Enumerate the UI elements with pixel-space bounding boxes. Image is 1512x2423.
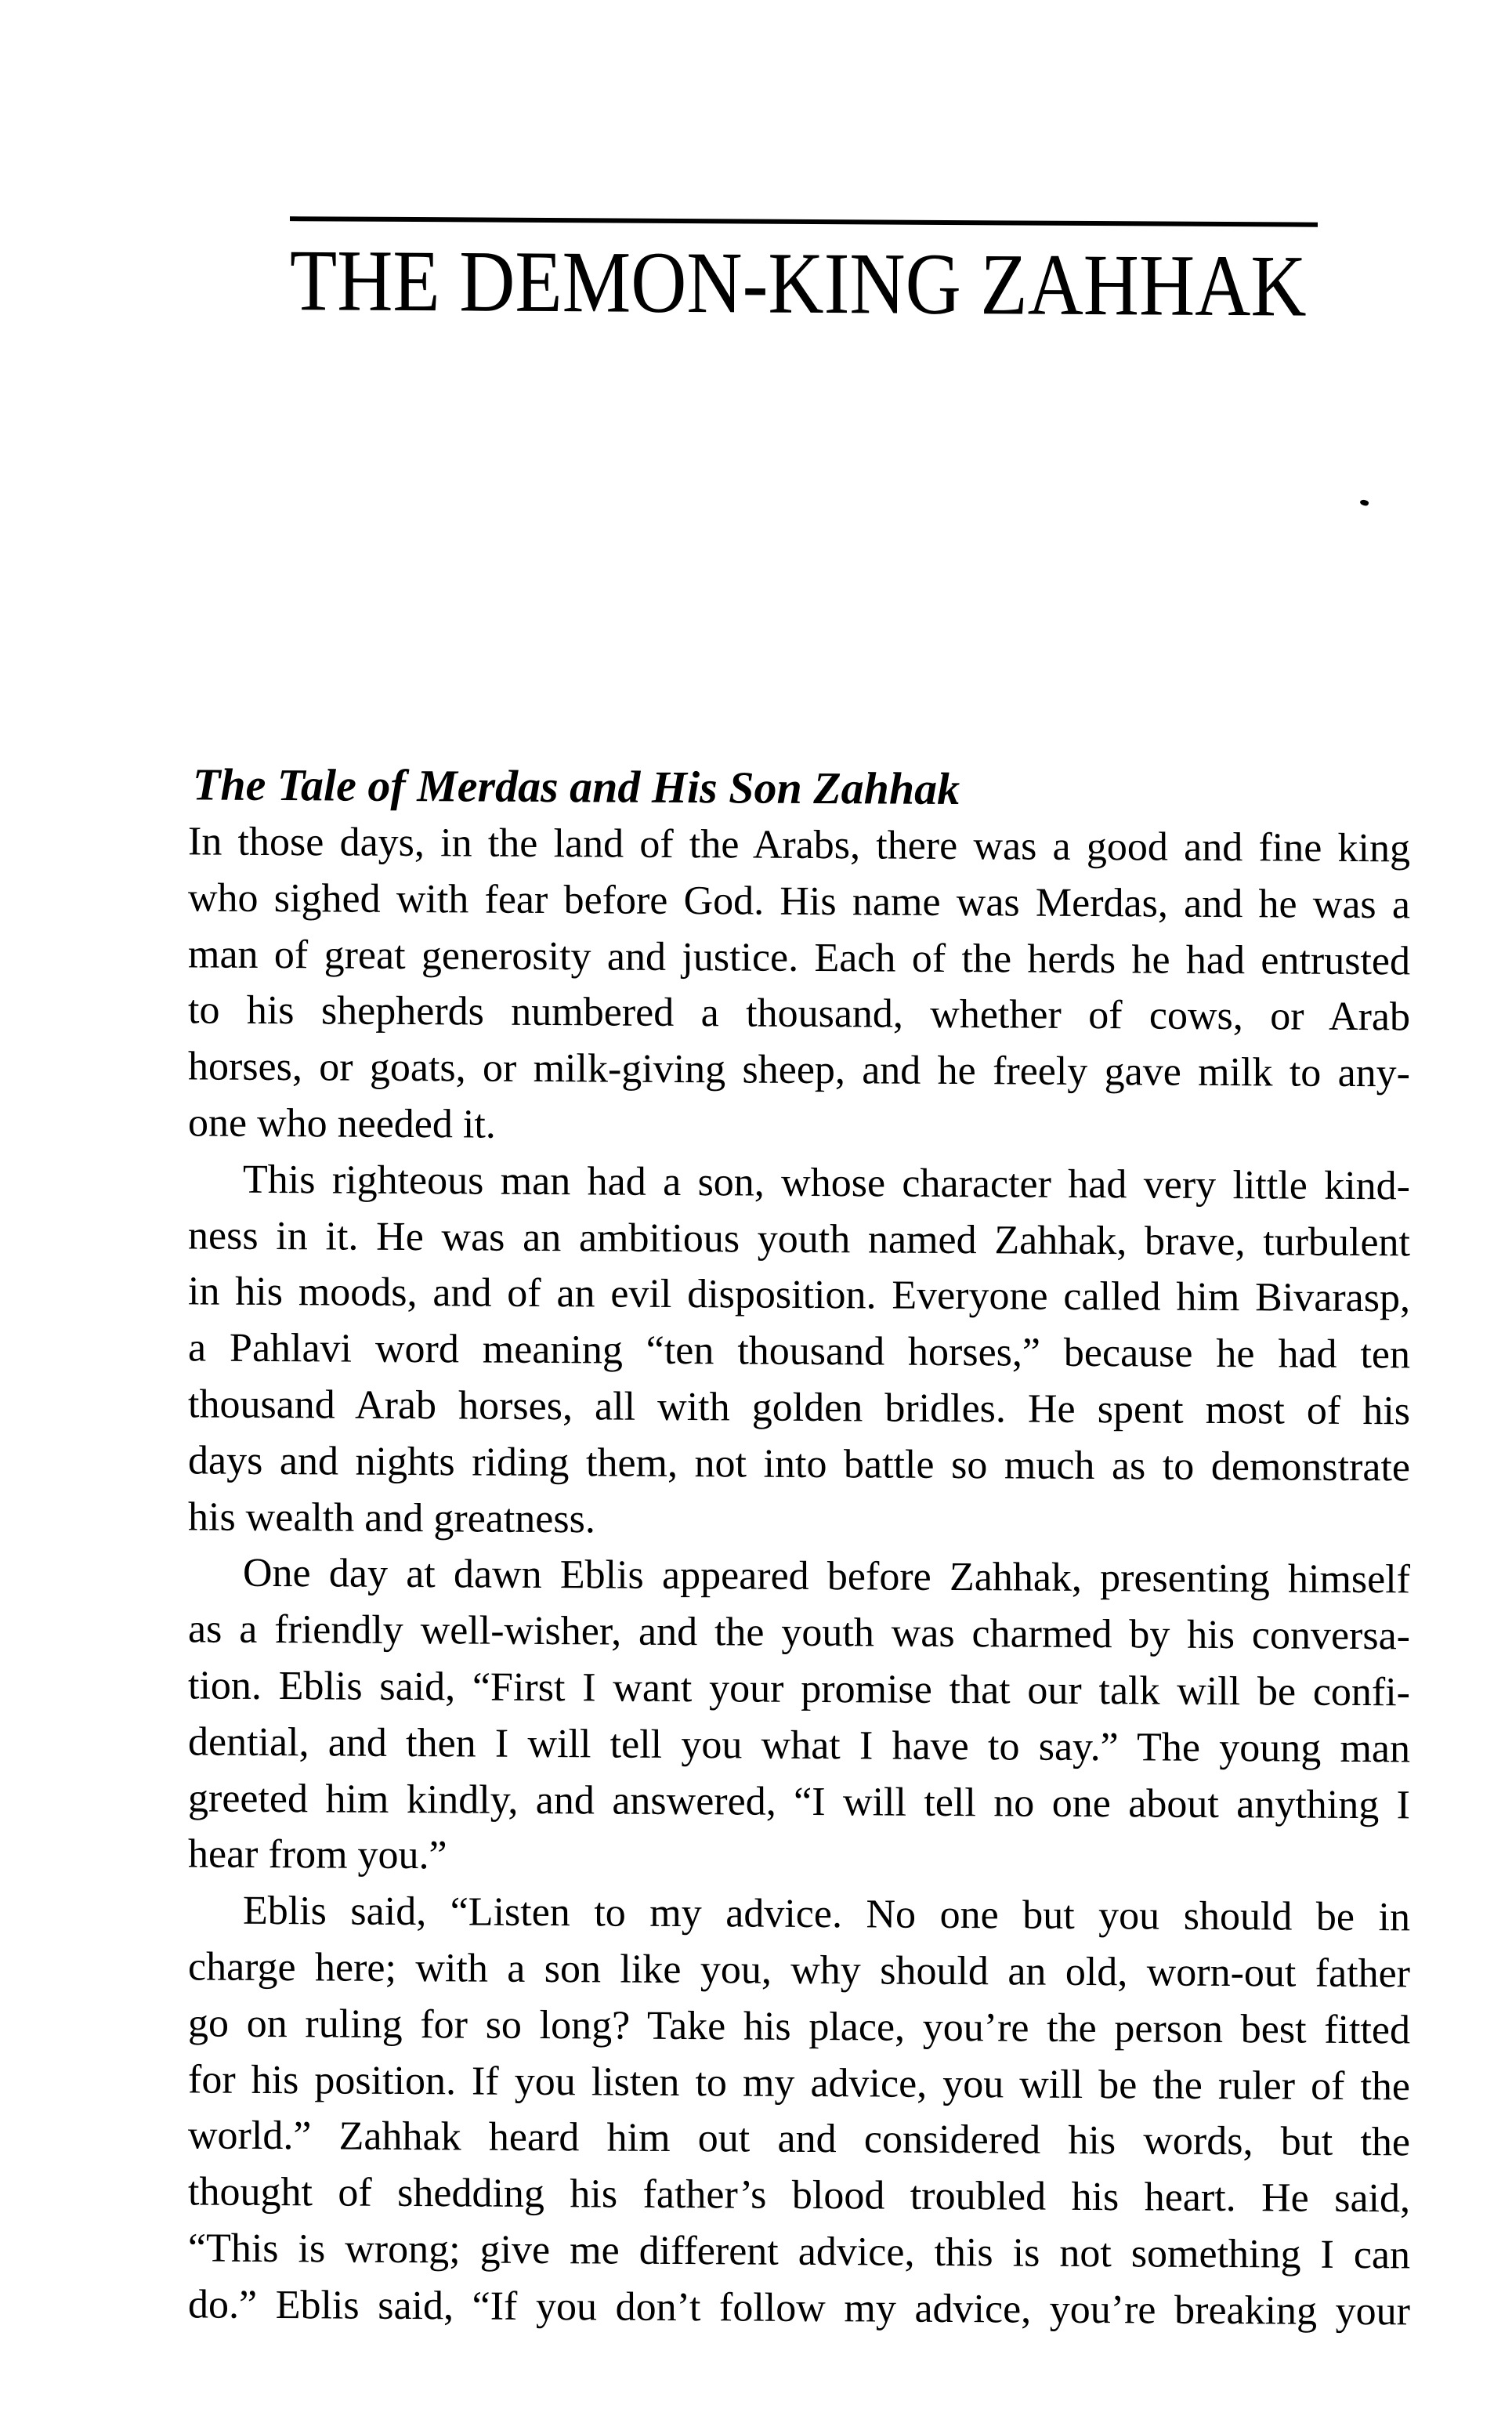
- text-line: world.” Zahhak heard him out and considered his words, but the: [188, 2113, 1410, 2165]
- text-line: a Pahlavi word meaning “ten thousand horses,” because he had ten: [188, 1325, 1410, 1378]
- text-line: his wealth and greatness.: [188, 1494, 595, 1541]
- text-line: go on ruling for so long? Take his place, you’re the person best fitted: [188, 2001, 1410, 2053]
- text-line: for his position. If you listen to my advice, you will be the ruler of the: [188, 2056, 1410, 2109]
- paragraph: [188, 813, 1410, 1158]
- text-line: dential, and then I will tell you what I have to say.” The young man: [188, 1719, 1410, 1772]
- text-line: man of great generosity and justice. Each of the herds he had entrusted: [188, 931, 1410, 983]
- text-line: ness in it. He was an ambitious youth named Zahhak, brave, turbulent: [188, 1212, 1410, 1265]
- text-line: tion. Eblis said, “First I want your promise that our talk will be confi-: [188, 1663, 1410, 1715]
- text-line: as a friendly well-wisher, and the youth was charmed by his conversa-: [188, 1606, 1410, 1659]
- chapter-title: THE DEMON-KING ZAHHAK: [290, 232, 1307, 335]
- text-line: who sighed with fear before God. His name was Merdas, and he was a: [188, 875, 1410, 928]
- paragraph: [188, 1151, 1410, 1552]
- text-line: thousand Arab horses, all with golden bridles. He spent most of his: [188, 1382, 1410, 1434]
- text-line: greeted him kindly, and answered, “I will tell no one about anything I: [188, 1775, 1410, 1827]
- text-line: This righteous man had a son, whose character had very little kind-: [243, 1157, 1410, 1209]
- section-heading: The Tale of Merdas and His Son Zahhak: [193, 759, 960, 815]
- chapter-rule: [290, 216, 1318, 227]
- text-line: horses, or goats, or milk-giving sheep, and he freely gave milk to any-: [188, 1044, 1410, 1096]
- text-line: hear from you.”: [188, 1831, 447, 1878]
- paragraph: [188, 1545, 1410, 1890]
- text-line: In those days, in the land of the Arabs, there was a good and fine king: [188, 819, 1410, 871]
- text-line: days and nights riding them, not into battle so much as to demonstrate: [188, 1438, 1410, 1490]
- paragraph: [188, 1883, 1410, 2340]
- text-block: [188, 813, 1410, 2340]
- text-line: one who needed it.: [188, 1100, 496, 1147]
- text-line: to his shepherds numbered a thousand, whether of cows, or Arab: [188, 987, 1410, 1040]
- text-line: do.” Eblis said, “If you don’t follow my advice, you’re breaking your: [188, 2282, 1410, 2334]
- text-line: “This is wrong; give me different advice, this is not something I can: [188, 2226, 1410, 2278]
- text-line: charge here; with a son like you, why should an old, worn-out father: [188, 1944, 1410, 1997]
- text-line: thought of shedding his father’s blood troubled his heart. He said,: [188, 2169, 1410, 2222]
- text-line: One day at dawn Eblis appeared before Zahhak, presenting himself: [243, 1551, 1410, 1603]
- text-line: Eblis said, “Listen to my advice. No one but you should be in: [243, 1888, 1410, 1940]
- text-line: in his moods, and of an evil disposition. Everyone called him Bivarasp,: [188, 1269, 1410, 1321]
